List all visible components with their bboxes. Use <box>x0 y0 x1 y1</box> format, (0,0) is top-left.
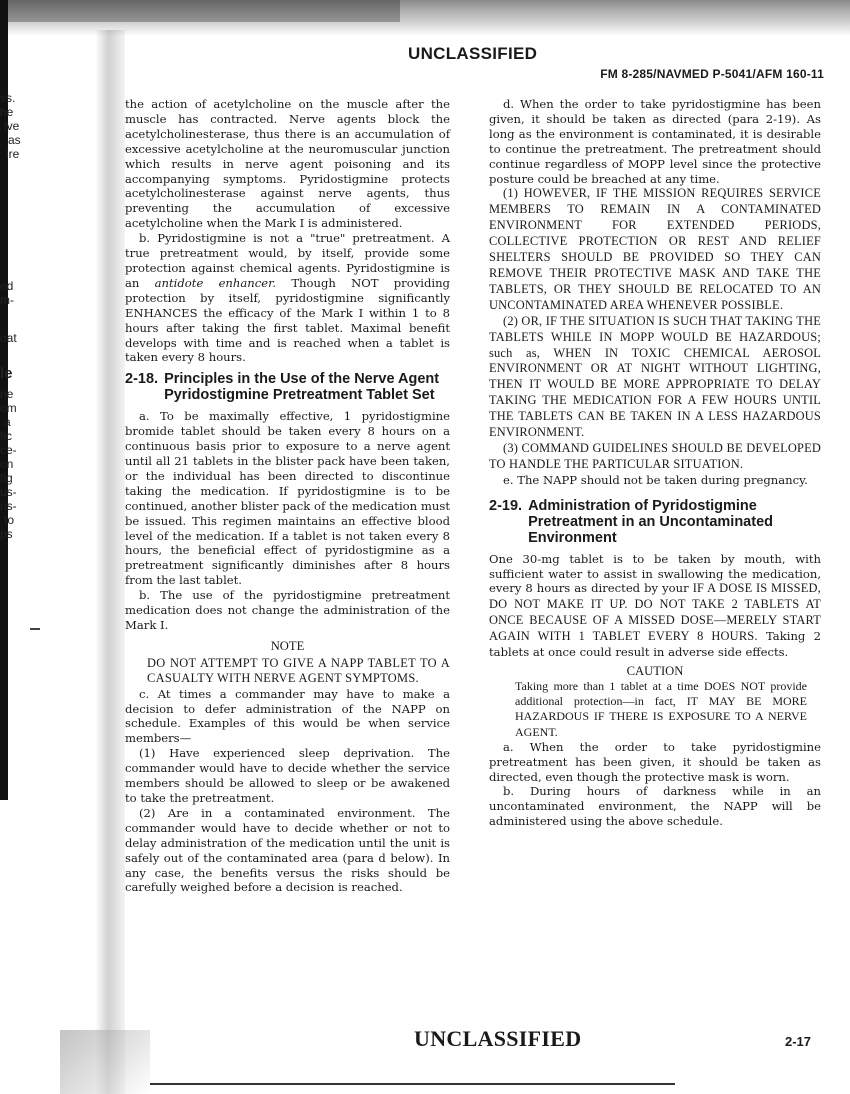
paragraph: b. The use of the pyridostigmine pretreatment medication does not change the administration of the Mark I. <box>125 588 450 632</box>
scan-noise-bottom <box>60 1030 150 1094</box>
margin-fragment: ss. <box>0 92 16 105</box>
paragraph-text: Though NOT providing protection by itself, pyridostigmine significantly ENHANCES the efficacy of the Mark I within 1 to 8 hours after taking the first tablet. Maximal benefit develops with time and is reached when a tablet is taken every 8 hours. <box>125 275 450 365</box>
section-title: Administration of Pyridostigmine Pretreatment in an Uncontaminated Environment <box>528 497 773 546</box>
margin-fragment: us- <box>0 486 17 499</box>
paragraph: (3) COMMAND GUIDELINES SHOULD BE DEVELOPED TO HANDLE THE PARTICULAR SITUATION. <box>489 440 821 471</box>
paragraph-text: Taking 2 tablets at once could result in adverse side effects. <box>489 629 821 660</box>
margin-fragment: ive <box>4 120 20 133</box>
margin-fragment: oat <box>0 332 17 345</box>
paragraph: (1) Have experienced sleep deprivation. The commander would have to decide whether the service members should be allowed to sleep or be awakened to take the pretreatment. <box>125 746 450 805</box>
caution-text: Taking more than 1 tablet at a time DOES NOT provide additional protection—in fact, IT MAY BE MORE HAZARDOUS IF THERE IS EXPOSURE TO A NERVE AGENT. <box>515 678 807 739</box>
paragraph-text-caps: IF A DOSE IS MISSED, DO NOT MAKE IT UP. DO NOT TAKE 2 TABLETS AT ONCE BECAUSE OF A MISSED DOSE—MERELY START AGAIN WITH 1 TABLET EVERY 8 HOURS. <box>489 581 821 644</box>
margin-fragment: le <box>0 366 13 382</box>
paragraph-text: One 30-mg tablet is to be taken by mouth, with sufficient water to assist in swallowing the medication, every 8 hours as directed by your <box>489 551 821 596</box>
classification-footer: UNCLASSIFIED <box>414 1026 582 1051</box>
margin-fragment: ne <box>0 388 14 401</box>
footer-rule <box>150 1083 675 1085</box>
margin-fragment: he <box>0 106 14 119</box>
margin-dash <box>30 628 40 630</box>
paragraph: the action of acetylcholine on the muscle after the muscle has contracted. Nerve agents block the acetylcholinesterase, thus there is an accumulation of excessive acetylcholine at the neuromuscular junction which results in nerve agent poisoning and its accompanying symptoms. Pyridostigmine protects acetylcholinesterase against nerve agents, thus preventing the accumulation of excessive acetylcholine when the Mark I is administered. <box>125 97 450 231</box>
paragraph <box>125 231 450 365</box>
document-id-header: FM 8-285/NAVMED P-5041/AFM 160-11 <box>600 67 824 81</box>
margin-fragment: ce- <box>0 444 17 457</box>
section-number: 2-18. <box>125 371 159 388</box>
paragraph-text: b. Pyridostigmine is not a "true" pretreatment. A true pretreatment would, by itself, provide some protection against chemical agents. Pyridostigmine is an <box>125 231 450 290</box>
scan-noise-top-dark <box>0 0 400 22</box>
margin-fragment: ns- <box>0 500 17 513</box>
paragraph: (1) HOWEVER, IF THE MISSION REQUIRES SERVICE MEMBERS TO REMAIN IN A CONTAMINATED ENVIRONMENT FOR EXTENDED PERIODS, COLLECTIVE PROTECTION OR REST AND RELIEF SHELTERS SHOULD BE PROVIDED SO THEY CAN REMOVE THEIR PROTECTIVE MASK AND TAKE THE TABLETS, OR THEY SHOULD BE RELOCATED TO AN UNCONTAMINATED AREA WHENEVER POSSIBLE. <box>489 186 821 312</box>
paragraph: a. When the order to take pyridostigmine pretreatment has been given, it should be taken as directed, even though the protective mask is worn. <box>489 739 821 784</box>
section-title: Principles in the Use of the Nerve Agent Pyridostigmine Pretreatment Tablet Set <box>164 371 440 404</box>
paragraph: c. At times a commander may have to make a decision to defer administration of the NAPP on schedule. Examples of this would be when service members— <box>125 686 450 746</box>
note-heading: NOTE <box>270 638 305 653</box>
margin-fragment: to <box>4 514 15 527</box>
page-number: 2-17 <box>785 1034 812 1049</box>
margin-fragment: fic <box>0 430 12 443</box>
margin-fragment: om <box>0 402 17 415</box>
margin-fragment: on <box>0 458 14 471</box>
margin-fragment: fig <box>0 472 13 485</box>
paragraph: (2) OR, IF THE SITUATION IS SUCH THAT TAKING THE TABLETS WHILE IN MOPP WOULD BE HAZARDOUS; such as, WHEN IN TOXIC CHEMICAL AEROSOL ENVIRONMENT OR AT NIGHT WITHOUT LIGHTING, THEN IT WOULD BE MORE APPROPRIATE TO DELAY TAKING THE MEDICATION FOR A FEW HOURS UNTIL THE TABLETS CAN BE TAKEN IN A LESS HAZARDOUS ENVIRONMENT. <box>489 313 821 440</box>
section-heading-2-19 <box>489 498 821 546</box>
previous-page-margin <box>0 92 46 542</box>
margin-fragment: ps <box>0 528 13 541</box>
classification-header: UNCLASSIFIED <box>408 44 538 63</box>
margin-fragment: m- <box>0 294 14 307</box>
paragraph: a. To be maximally effective, 1 pyridostigmine bromide tablet should be taken every 8 hours on a continuous basis prior to exposure to a nerve agent until all 21 tablets in the blister pack have been taken, or the individual has been directed to discontinue taking the medication. If pyridostigmine is to be continued, another blister pack of the medication must be issued. This regimen maintains an effective blood level of the medication. If a tablet is not taken every 8 hours, the beneficial effect of pyridostigmine as a pretreatment significantly diminishes after 8 hours from the last tablet. <box>125 409 450 588</box>
right-column <box>489 97 821 829</box>
margin-fragment: ed <box>0 280 14 293</box>
left-column <box>125 97 450 895</box>
caution-heading: CAUTION <box>626 664 684 678</box>
binding-shadow <box>95 30 125 1094</box>
emphasis-text: antidote enhancer. <box>154 275 277 290</box>
paragraph: b. During hours of darkness while in an uncontaminated environment, the NAPP will be administered using the above schedule. <box>489 784 821 829</box>
margin-fragment: ire <box>6 148 20 161</box>
paragraph: e. The NAPP should not be taken during pregnancy. <box>503 472 808 487</box>
section-heading-2-18 <box>125 371 450 403</box>
section-number: 2-19. <box>489 497 523 514</box>
paragraph: (2) Are in a contaminated environment. The commander would have to decide whether or not to delay administration of the medication until the unit is safely out of the contaminated area (para d below). In any case, the benefits versus the risks should be carefully weighed before a decision is reached. <box>125 805 450 895</box>
margin-fragment: as <box>8 134 21 147</box>
paragraph: d. When the order to take pyridostigmine has been given, it should be taken as directed (para 2-19). As long as the environment is contaminated, it is desirable to continue the pretreatment. The pretreatment should continue regardless of MOPP level since the protective posture could be breached at any time. <box>489 97 821 186</box>
margin-fragment: a <box>4 416 11 429</box>
note-text: DO NOT ATTEMPT TO GIVE A NAPP TABLET TO A CASUALTY WITH NERVE AGENT SYMPTOMS. <box>147 655 450 686</box>
paragraph <box>489 552 821 660</box>
